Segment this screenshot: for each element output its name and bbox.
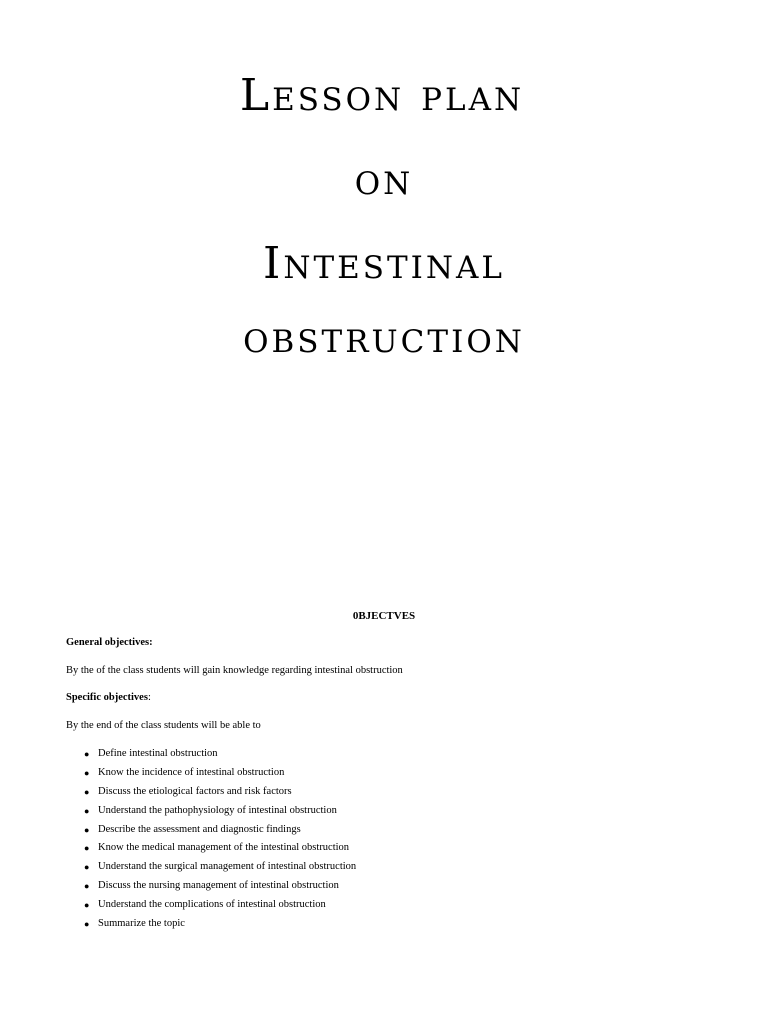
bullet-icon: ●	[84, 900, 90, 911]
list-item-text: Understand the surgical management of intestinal obstruction	[98, 861, 357, 873]
title-line-intestinal: Intestinal	[262, 238, 506, 289]
title-line-on: on	[354, 154, 414, 205]
list-item	[66, 860, 356, 879]
bullet-icon: ●	[84, 767, 90, 778]
list-item-text: Discuss the nursing management of intestinal obstruction	[98, 880, 339, 892]
general-objectives-text: By the of the class students will gain knowledge regarding intestinal obstruction	[66, 665, 403, 676]
specific-objectives-label-text: Specific objectives	[66, 692, 148, 703]
bullet-icon: ●	[84, 786, 90, 797]
list-item	[66, 804, 356, 823]
specific-objectives-label	[66, 691, 151, 705]
list-item	[66, 785, 356, 804]
list-item-text: Define intestinal obstruction	[98, 748, 218, 759]
list-item-text: Know the medical management of the intestinal obstruction	[98, 842, 350, 854]
general-objectives-label	[66, 636, 153, 650]
list-item	[66, 898, 356, 917]
list-item-text: Understand the pathophysiology of intestinal obstruction	[98, 804, 337, 816]
specific-objectives-list	[66, 747, 356, 936]
list-item	[66, 879, 356, 898]
title-line-obstruction: obstruction	[243, 312, 525, 363]
list-item	[66, 917, 356, 936]
objectives-heading: 0BJECTVES	[352, 610, 416, 622]
bullet-icon: ●	[84, 824, 90, 835]
bullet-icon: ●	[84, 862, 90, 873]
list-item-text: Describe the assessment and diagnostic findings	[98, 823, 301, 835]
bullet-icon: ●	[84, 749, 90, 759]
bullet-icon: ●	[84, 843, 90, 854]
title-line-lesson-plan: Lesson plan	[239, 70, 525, 121]
bullet-icon: ●	[84, 919, 90, 930]
list-item-text: Know the incidence of intestinal obstruction	[98, 766, 285, 778]
list-item	[66, 747, 356, 766]
specific-objectives-intro: By the end of the class students will be able to	[66, 720, 261, 731]
list-item	[66, 841, 356, 860]
general-objectives-label-text: General objectives:	[66, 637, 153, 648]
bullet-icon: ●	[84, 805, 90, 816]
list-item-text: Discuss the etiological factors and risk factors	[98, 785, 292, 797]
bullet-icon: ●	[84, 881, 90, 892]
list-item-text: Understand the complications of intestinal obstruction	[98, 899, 326, 911]
list-item-text: Summarize the topic	[98, 918, 185, 930]
list-item	[66, 823, 356, 842]
list-item	[66, 766, 356, 785]
specific-objectives-colon: :	[147, 692, 151, 703]
